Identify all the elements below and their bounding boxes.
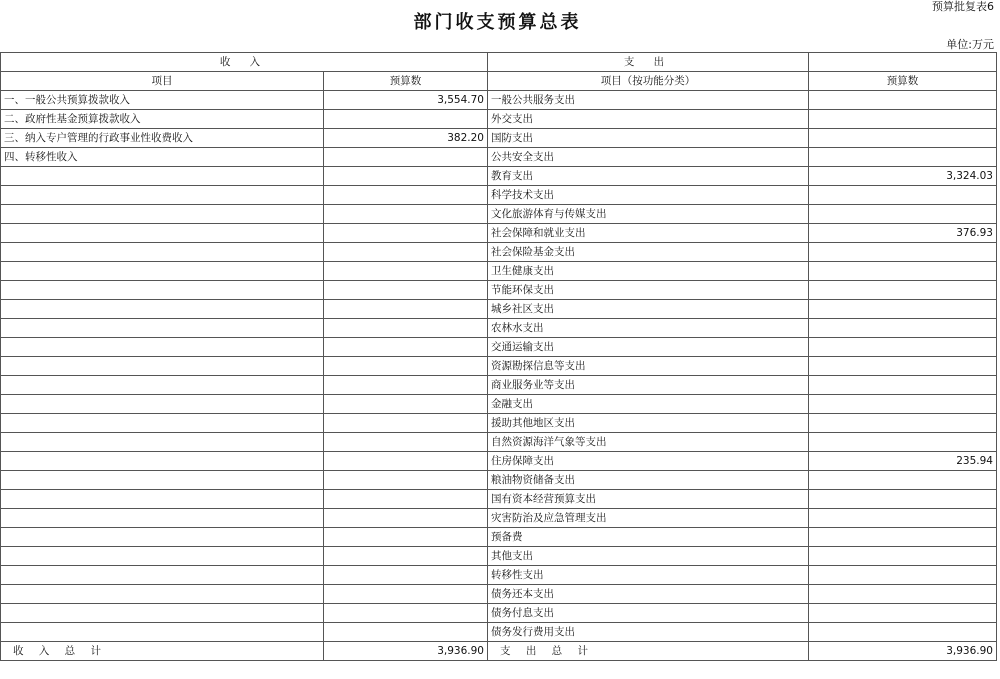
table-row [1,547,997,566]
table-row [1,433,997,452]
income-amount-cell [324,585,488,604]
income-amount-cell [324,604,488,623]
expense-amount-cell [809,604,997,623]
table-row [1,566,997,585]
table-row [1,129,997,148]
income-item-cell: 四、转移性收入 [1,148,324,167]
income-item-cell [1,414,324,433]
expense-amount-cell [809,414,997,433]
expense-item-cell: 债务发行费用支出 [488,623,809,642]
income-item-cell: 三、纳入专户管理的行政事业性收费收入 [1,129,324,148]
expense-item-cell: 债务还本支出 [488,585,809,604]
expense-amount-cell [809,490,997,509]
table-row [1,471,997,490]
expense-item-cell: 社会保障和就业支出 [488,224,809,243]
income-item-cell [1,471,324,490]
expense-total-label: 支 出 总 计 [488,642,809,661]
table-row [1,167,997,186]
page-title: 部门收支预算总表 [413,12,582,33]
table-row [1,395,997,414]
expense-item-cell: 国防支出 [488,129,809,148]
expense-amount-cell [809,376,997,395]
expense-item-cell: 预备费 [488,528,809,547]
expense-item-cell: 教育支出 [488,167,809,186]
income-amount-cell [324,148,488,167]
income-item-cell [1,547,324,566]
expense-amount-cell [809,433,997,452]
income-total-label: 收 入 总 计 [1,642,324,661]
expense-amount-cell [809,205,997,224]
expense-item-cell: 转移性支出 [488,566,809,585]
expense-item-cell: 文化旅游体育与传媒支出 [488,205,809,224]
table-row [1,376,997,395]
income-amount-cell [324,357,488,376]
table-row [1,224,997,243]
income-item-cell [1,300,324,319]
income-amount-cell [324,414,488,433]
expense-amount-cell [809,357,997,376]
income-amount-cell [324,205,488,224]
table-row [1,205,997,224]
income-item-cell [1,357,324,376]
totals-row [1,642,997,661]
expense-amount-cell [809,148,997,167]
income-item-cell [1,205,324,224]
income-amount-cell [324,509,488,528]
expense-item-cell: 公共安全支出 [488,148,809,167]
expense-item-cell: 交通运输支出 [488,338,809,357]
table-row [1,319,997,338]
budget-table-body [1,53,997,661]
income-amount-cell [324,224,488,243]
expense-item-cell: 粮油物资储备支出 [488,471,809,490]
income-amount-header: 预算数 [324,72,488,91]
expense-amount-cell [809,547,997,566]
income-item-cell [1,281,324,300]
expense-amount-cell [809,186,997,205]
expense-item-cell: 农林水支出 [488,319,809,338]
expense-item-cell: 住房保障支出 [488,452,809,471]
expense-amount-cell [809,395,997,414]
table-row [1,623,997,642]
income-item-cell [1,528,324,547]
unit-label: 单位:万元 [946,38,994,51]
income-amount-cell [324,110,488,129]
income-amount-cell [324,243,488,262]
expense-amount-cell [809,338,997,357]
expense-amount-cell: 376.93 [809,224,997,243]
expense-item-cell: 灾害防治及应急管理支出 [488,509,809,528]
income-amount-cell: 3,554.70 [324,91,488,110]
expense-amount-header: 预算数 [809,72,997,91]
table-row [1,604,997,623]
income-item-cell [1,319,324,338]
income-amount-cell [324,547,488,566]
table-row [1,509,997,528]
group-header-row [1,53,997,72]
income-amount-cell [324,395,488,414]
income-item-cell [1,452,324,471]
expense-amount-cell [809,262,997,281]
income-amount-cell [324,528,488,547]
expense-amount-cell [809,300,997,319]
income-item-cell [1,338,324,357]
expense-total-value: 3,936.90 [809,642,997,661]
income-item-cell [1,509,324,528]
income-item-cell [1,243,324,262]
expense-item-cell: 金融支出 [488,395,809,414]
expense-item-cell: 援助其他地区支出 [488,414,809,433]
expense-amount-cell [809,91,997,110]
income-amount-cell [324,471,488,490]
budget-table [0,52,997,661]
income-item-cell [1,566,324,585]
expense-item-cell: 国有资本经营预算支出 [488,490,809,509]
income-amount-cell: 382.20 [324,129,488,148]
expense-item-cell: 外交支出 [488,110,809,129]
income-amount-cell [324,566,488,585]
income-amount-cell [324,262,488,281]
table-row [1,528,997,547]
income-item-cell [1,395,324,414]
income-amount-cell [324,281,488,300]
expense-group-header: 支 出 [488,53,809,72]
expense-amount-cell: 3,324.03 [809,167,997,186]
income-item-cell [1,623,324,642]
income-amount-cell [324,623,488,642]
expense-item-cell: 节能环保支出 [488,281,809,300]
table-row [1,110,997,129]
income-amount-cell [324,452,488,471]
expense-item-cell: 科学技术支出 [488,186,809,205]
expense-item-cell: 其他支出 [488,547,809,566]
expense-amount-cell [809,623,997,642]
income-item-header: 项目 [1,72,324,91]
expense-amount-cell [809,110,997,129]
income-item-cell [1,490,324,509]
form-code: 预算批复表6 [932,0,994,13]
table-row [1,300,997,319]
table-row [1,585,997,604]
income-item-cell [1,604,324,623]
income-amount-cell [324,300,488,319]
table-row [1,338,997,357]
table-row [1,262,997,281]
expense-amount-cell [809,585,997,604]
table-row [1,243,997,262]
income-item-cell [1,167,324,186]
expense-item-cell: 卫生健康支出 [488,262,809,281]
expense-amount-cell [809,509,997,528]
expense-amount-cell [809,528,997,547]
income-item-cell [1,186,324,205]
expense-group-header-blank [809,53,997,72]
expense-item-cell: 自然资源海洋气象等支出 [488,433,809,452]
income-group-header: 收 入 [1,53,488,72]
table-row [1,490,997,509]
income-item-cell [1,262,324,281]
income-item-cell [1,585,324,604]
table-row [1,91,997,110]
income-item-cell [1,433,324,452]
income-amount-cell [324,186,488,205]
expense-item-cell: 资源勘探信息等支出 [488,357,809,376]
table-row [1,148,997,167]
table-row [1,357,997,376]
income-item-cell: 二、政府性基金预算拨款收入 [1,110,324,129]
income-amount-cell [324,433,488,452]
income-amount-cell [324,319,488,338]
expense-amount-cell [809,319,997,338]
income-item-cell [1,376,324,395]
table-row [1,414,997,433]
column-header-row [1,72,997,91]
table-row [1,186,997,205]
expense-amount-cell [809,471,997,490]
table-row [1,281,997,300]
expense-item-cell: 一般公共服务支出 [488,91,809,110]
expense-item-cell: 社会保险基金支出 [488,243,809,262]
expense-item-cell: 债务付息支出 [488,604,809,623]
income-amount-cell [324,338,488,357]
expense-amount-cell [809,281,997,300]
expense-amount-cell: 235.94 [809,452,997,471]
income-item-cell: 一、一般公共预算拨款收入 [1,91,324,110]
expense-amount-cell [809,566,997,585]
income-amount-cell [324,376,488,395]
income-total-value: 3,936.90 [324,642,488,661]
expense-amount-cell [809,243,997,262]
income-amount-cell [324,167,488,186]
expense-item-header: 项目（按功能分类） [488,72,809,91]
expense-item-cell: 城乡社区支出 [488,300,809,319]
income-item-cell [1,224,324,243]
table-row [1,452,997,471]
income-amount-cell [324,490,488,509]
expense-item-cell: 商业服务业等支出 [488,376,809,395]
expense-amount-cell [809,129,997,148]
